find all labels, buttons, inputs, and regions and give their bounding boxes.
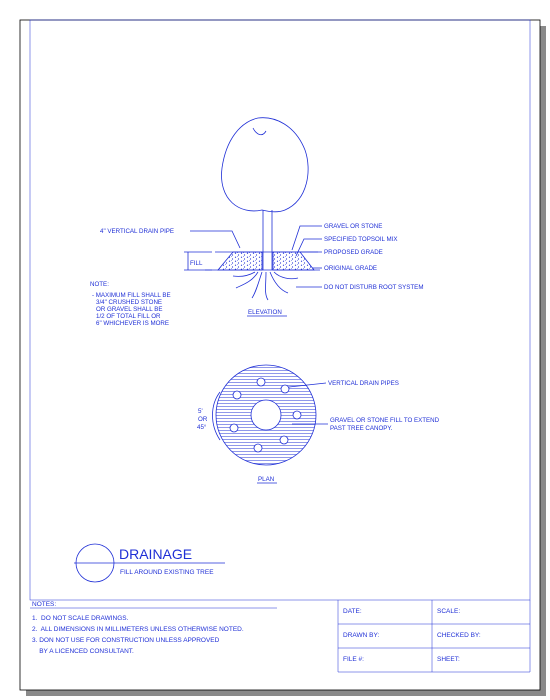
info-sheet: SHEET: xyxy=(437,656,460,663)
label-gravel: GRAVEL OR STONE xyxy=(324,223,383,230)
note-line: 6" WHICHEVER IS MORE xyxy=(96,320,170,327)
label-topsoil: SPECIFIED TOPSOIL MIX xyxy=(324,236,398,243)
label-dim-2: OR xyxy=(198,416,208,423)
notes-item: 2. ALL DIMENSIONS IN MILLIMETERS UNLESS OTHERWISE NOTED. xyxy=(32,626,244,633)
plan-title: PLAN xyxy=(258,476,275,483)
trunk-opening xyxy=(251,400,281,430)
label-roots: DO NOT DISTURB ROOT SYSTEM xyxy=(324,284,424,291)
note-line: OR GRAVEL SHALL BE xyxy=(96,306,163,313)
info-scale: SCALE: xyxy=(437,608,461,615)
info-checked-by: CHECKED BY: xyxy=(437,632,481,639)
label-fill: FILL xyxy=(190,260,203,267)
drawing-title: DRAINAGE xyxy=(119,546,193,562)
info-date: DATE: xyxy=(343,608,362,615)
label-dim-3: 45° xyxy=(197,424,207,431)
label-original-grade: ORIGINAL GRADE xyxy=(324,265,378,272)
note-line: 1/2 OF TOTAL FILL OR xyxy=(96,313,161,320)
label-dim-1: 5' xyxy=(198,408,203,415)
notes-item: 3. DON NOT USE FOR CONSTRUCTION UNLESS APPROVED xyxy=(32,637,220,644)
note-line: - MAXIMUM FILL SHALL BE xyxy=(92,292,171,299)
elevation-title: ELEVATION xyxy=(248,309,282,316)
drain-pipe xyxy=(254,444,262,452)
notes-item: BY A LICENCED CONSULTANT. xyxy=(32,648,134,655)
label-gravel-fill-2: PAST TREE CANOPY. xyxy=(330,425,393,432)
drain-pipe xyxy=(293,411,301,419)
info-file: FILE #: xyxy=(343,656,364,663)
drain-pipe xyxy=(281,385,289,393)
note-line: 3/4" CRUSHED STONE xyxy=(96,299,163,306)
notes-item: 1. DO NOT SCALE DRAWINGS. xyxy=(32,615,129,622)
drain-pipe xyxy=(257,378,265,386)
label-drain-pipe: 4" VERTICAL DRAIN PIPE xyxy=(100,228,175,235)
drain-pipe xyxy=(233,391,241,399)
info-drawn-by: DRAWN BY: xyxy=(343,632,380,639)
note-heading: NOTE: xyxy=(90,281,109,288)
label-drain-pipes: VERTICAL DRAIN PIPES xyxy=(328,380,399,387)
notes-heading: NOTES: xyxy=(32,601,57,608)
sheet-border xyxy=(20,20,540,690)
drain-pipe xyxy=(230,424,238,432)
drain-pipe xyxy=(280,436,288,444)
label-gravel-fill-1: GRAVEL OR STONE FILL TO EXTEND xyxy=(330,417,440,424)
drawing-subtitle: FILL AROUND EXISTING TREE xyxy=(120,569,214,576)
label-proposed-grade: PROPOSED GRADE xyxy=(324,249,383,256)
